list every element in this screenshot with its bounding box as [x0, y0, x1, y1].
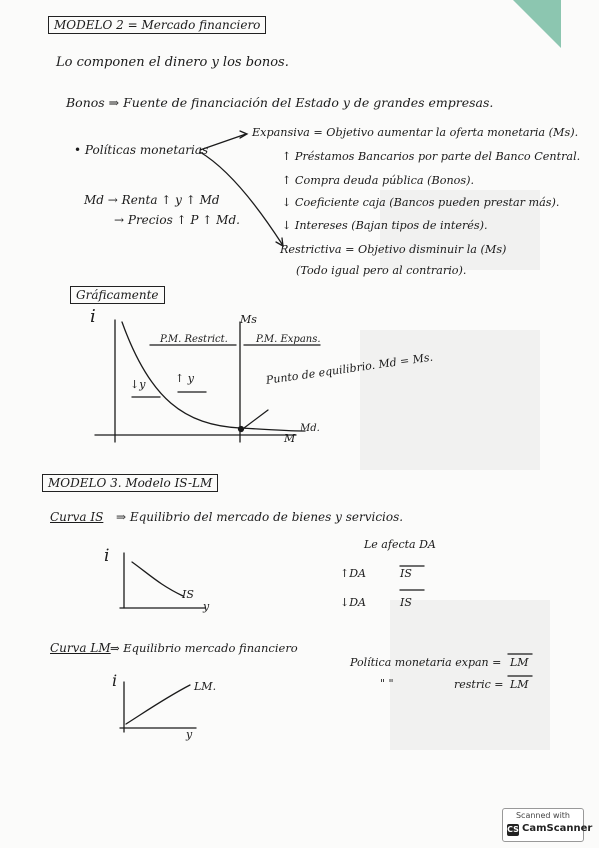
ditto-marks: " " — [380, 677, 394, 690]
modelo2-line1: Lo componen el dinero y los bonos. — [56, 55, 289, 70]
lm-y-axis-label: i — [112, 671, 118, 690]
lm-curve — [126, 685, 190, 724]
da-up-label: ↑DA — [340, 567, 366, 580]
camscanner-name: CamScanner — [522, 823, 593, 834]
lm-title: Curva LM — [50, 641, 111, 655]
grafica-title: Gráficamente — [70, 286, 165, 304]
lm-curve-label: LM. — [194, 680, 217, 693]
equilibrio-label: Punto de equilibrio. Md = Ms. — [265, 350, 434, 387]
graph-ms-label: Ms — [240, 313, 257, 326]
md-renta: Md → Renta ↑ y ↑ Md — [84, 193, 220, 207]
equilibrio-pointer — [244, 410, 268, 428]
is-right-label: IS — [400, 567, 412, 580]
camscanner-watermark — [502, 808, 593, 842]
restric-label: restric = — [454, 678, 504, 691]
pm-expansiva-label: P.M. Expans. — [256, 334, 321, 345]
politica-expan-label: Política monetaria expan = — [350, 656, 502, 669]
is-y-axis-label: i — [104, 546, 110, 566]
modelo2-title: MODELO 2 = Mercado financiero — [48, 16, 266, 34]
equilibrium-point — [239, 427, 244, 432]
arrow-to-restrictiva — [200, 152, 282, 244]
is-x-axis-label: y — [203, 600, 210, 613]
pm-restrictiva-label: P.M. Restrict. — [160, 334, 228, 345]
expansiva-item-1: ↑ Préstamos Bancarios por parte del Banco Central. — [282, 150, 581, 163]
expansiva-item-2: ↑ Compra deuda pública (Bonos). — [282, 174, 475, 187]
md-precios: → Precios ↑ P ↑ Md. — [114, 213, 240, 227]
graph-y-axis-label: i — [90, 306, 96, 327]
arrow-to-expansiva — [200, 134, 246, 150]
lm-left-label: LM — [510, 678, 529, 691]
up-y-label: ↑ y — [175, 372, 194, 385]
md-demand-curve — [122, 322, 305, 431]
restrictiva-item-1: (Todo igual pero al contrario). — [296, 264, 467, 277]
modelo3-title: MODELO 3. Modelo IS-LM — [42, 474, 218, 492]
is-left-label: IS — [400, 596, 412, 609]
lm-right-label: LM — [510, 656, 529, 669]
down-y-label: ↓y — [130, 378, 146, 391]
lm-x-axis-label: y — [186, 728, 193, 741]
scanned-with-label: Scanned with — [515, 811, 571, 820]
da-down-label: ↓DA — [340, 596, 366, 609]
lm-description: ⇒ Equilibrio mercado financiero — [110, 641, 298, 655]
is-title: Curva IS — [50, 510, 104, 524]
restrictiva-title: Restrictiva = Objetivo disminuir la (Ms) — [280, 243, 507, 256]
politicas-label: • Políticas monetarias — [74, 143, 209, 157]
is-description: ⇒ Equilibrio del mercado de bienes y servicios. — [116, 510, 404, 524]
expansiva-item-3: ↓ Coeficiente caja (Bancos pueden prestar más). — [282, 196, 560, 209]
expansiva-item-4: ↓ Intereses (Bajan tipos de interés). — [282, 219, 488, 232]
is-curve — [132, 562, 183, 596]
bonos-definition: Bonos ⇒ Fuente de financiación del Estado y de grandes empresas. — [66, 95, 494, 110]
md-curve-label: Md. — [300, 423, 320, 434]
graph-x-axis-label: M — [284, 432, 296, 445]
expansiva-title: Expansiva = Objetivo aumentar la oferta monetaria (Ms). — [252, 126, 579, 139]
le-afecta-label: Le afecta DA — [364, 538, 436, 551]
camscanner-logo-icon: CS — [507, 825, 519, 834]
is-curve-label: IS — [182, 588, 194, 601]
